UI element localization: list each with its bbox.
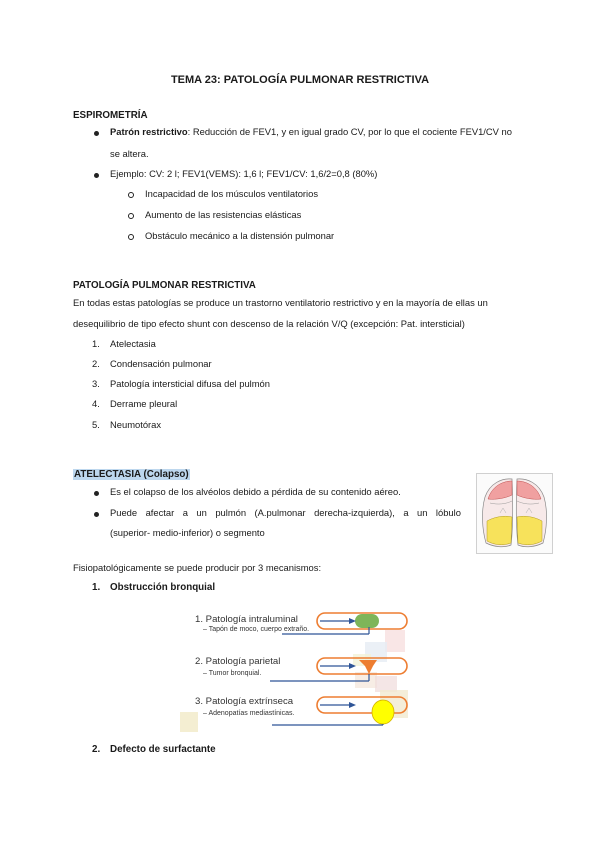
bullet	[94, 131, 99, 136]
sub-bullet	[128, 192, 134, 198]
word: derecha-izquierda),	[314, 507, 395, 518]
atelectasia-heading	[73, 469, 190, 480]
patron-text: : Reducción de FEV1, y en igual grado CV, por lo que el cociente FEV1/CV no	[187, 126, 512, 137]
mechanism-obstruccion: Obstrucción bronquial	[110, 582, 216, 593]
word: a	[182, 507, 188, 518]
word: afectar	[145, 507, 175, 518]
list-item: Derrame pleural	[110, 398, 178, 409]
mechanism-number: 2.	[92, 744, 101, 755]
diagram-sub-2: – Tumor bronquial.	[203, 670, 262, 677]
atelectasia-bullet-2-line-2: (superior- medio-inferior) o segmento	[110, 527, 265, 538]
ejemplo-text: Ejemplo: CV: 2 l; FEV1(VEMS): 1,6 l; FEV1/CV: 1,6/2=0,8 (80%)	[110, 168, 378, 179]
word: (A.pulmonar	[254, 507, 306, 518]
patologia-paragraph-1: En todas estas patologías se produce un trastorno ventilatorio restrictivo y en la mayoría de ellas un	[73, 297, 488, 308]
mediastinal-node	[372, 700, 394, 724]
bronchial-tumor	[359, 660, 377, 674]
list-number: 3.	[92, 378, 100, 389]
obstruction-diagram	[175, 608, 415, 734]
mechanism-surfactante: Defecto de surfactante	[110, 744, 216, 755]
patron-line-2: se altera.	[110, 148, 149, 159]
sub-item: Obstáculo mecánico a la distensión pulmonar	[145, 230, 335, 241]
list-number: 5.	[92, 419, 100, 430]
bullet	[94, 491, 99, 496]
sub-item: Incapacidad de los músculos ventilatorios	[145, 188, 319, 199]
page-title: TEMA 23: PATOLOGÍA PULMONAR RESTRICTIVA	[170, 74, 430, 86]
atelectasia-bullet-2-line-1	[110, 507, 461, 518]
diagram-label-2: 2. Patología parietal	[195, 656, 281, 667]
espirometria-heading: ESPIROMETRÍA	[73, 110, 148, 121]
word: Puede	[110, 507, 138, 518]
diagram-sub-1: – Tapón de moco, cuerpo extraño.	[203, 626, 310, 633]
sub-bullet	[128, 213, 134, 219]
fisiopatologia-intro: Fisiopatológicamente se puede producir por 3 mecanismos:	[73, 562, 322, 573]
list-item: Atelectasia	[110, 338, 156, 349]
list-item: Condensación pulmonar	[110, 358, 212, 369]
list-item: Neumotórax	[110, 419, 162, 430]
word: lóbulo	[435, 507, 461, 518]
patron-line-1	[110, 126, 512, 137]
list-item: Patología intersticial difusa del pulmón	[110, 378, 270, 389]
word: a	[403, 507, 409, 518]
atelectasia-bullet-1: Es el colapso de los alvéolos debido a pérdida de su contenido aéreo.	[110, 486, 401, 497]
list-number: 2.	[92, 358, 100, 369]
diagram-label-3: 3. Patología extrínseca	[195, 696, 294, 707]
patologia-heading: PATOLOGÍA PULMONAR RESTRICTIVA	[73, 280, 256, 291]
bullet	[94, 512, 99, 517]
diagram-label-1: 1. Patología intraluminal	[195, 614, 298, 625]
word: un	[417, 507, 428, 518]
bullet	[94, 173, 99, 178]
diagram-sub-3: – Adenopatías mediastínicas.	[203, 710, 295, 717]
lower-lobe-yellow	[517, 516, 542, 545]
sub-bullet	[128, 234, 134, 240]
atelectasia-heading-text: ATELECTASIA (Colapso)	[74, 469, 189, 480]
patologia-paragraph-2: desequilibrio de tipo efecto shunt con descenso de la relación V/Q (excepción: Pat. intersticial)	[73, 318, 465, 329]
lower-lobe-yellow	[487, 516, 512, 545]
list-number: 1.	[92, 338, 100, 349]
mechanism-number: 1.	[92, 582, 101, 593]
word: un	[196, 507, 207, 518]
mucus-plug	[355, 614, 379, 628]
patron-label: Patrón restrictivo	[110, 126, 188, 137]
word: pulmón	[215, 507, 247, 518]
sub-item: Aumento de las resistencias elásticas	[145, 209, 302, 220]
lung-atelectasis-illustration	[476, 473, 553, 554]
list-number: 4.	[92, 398, 100, 409]
